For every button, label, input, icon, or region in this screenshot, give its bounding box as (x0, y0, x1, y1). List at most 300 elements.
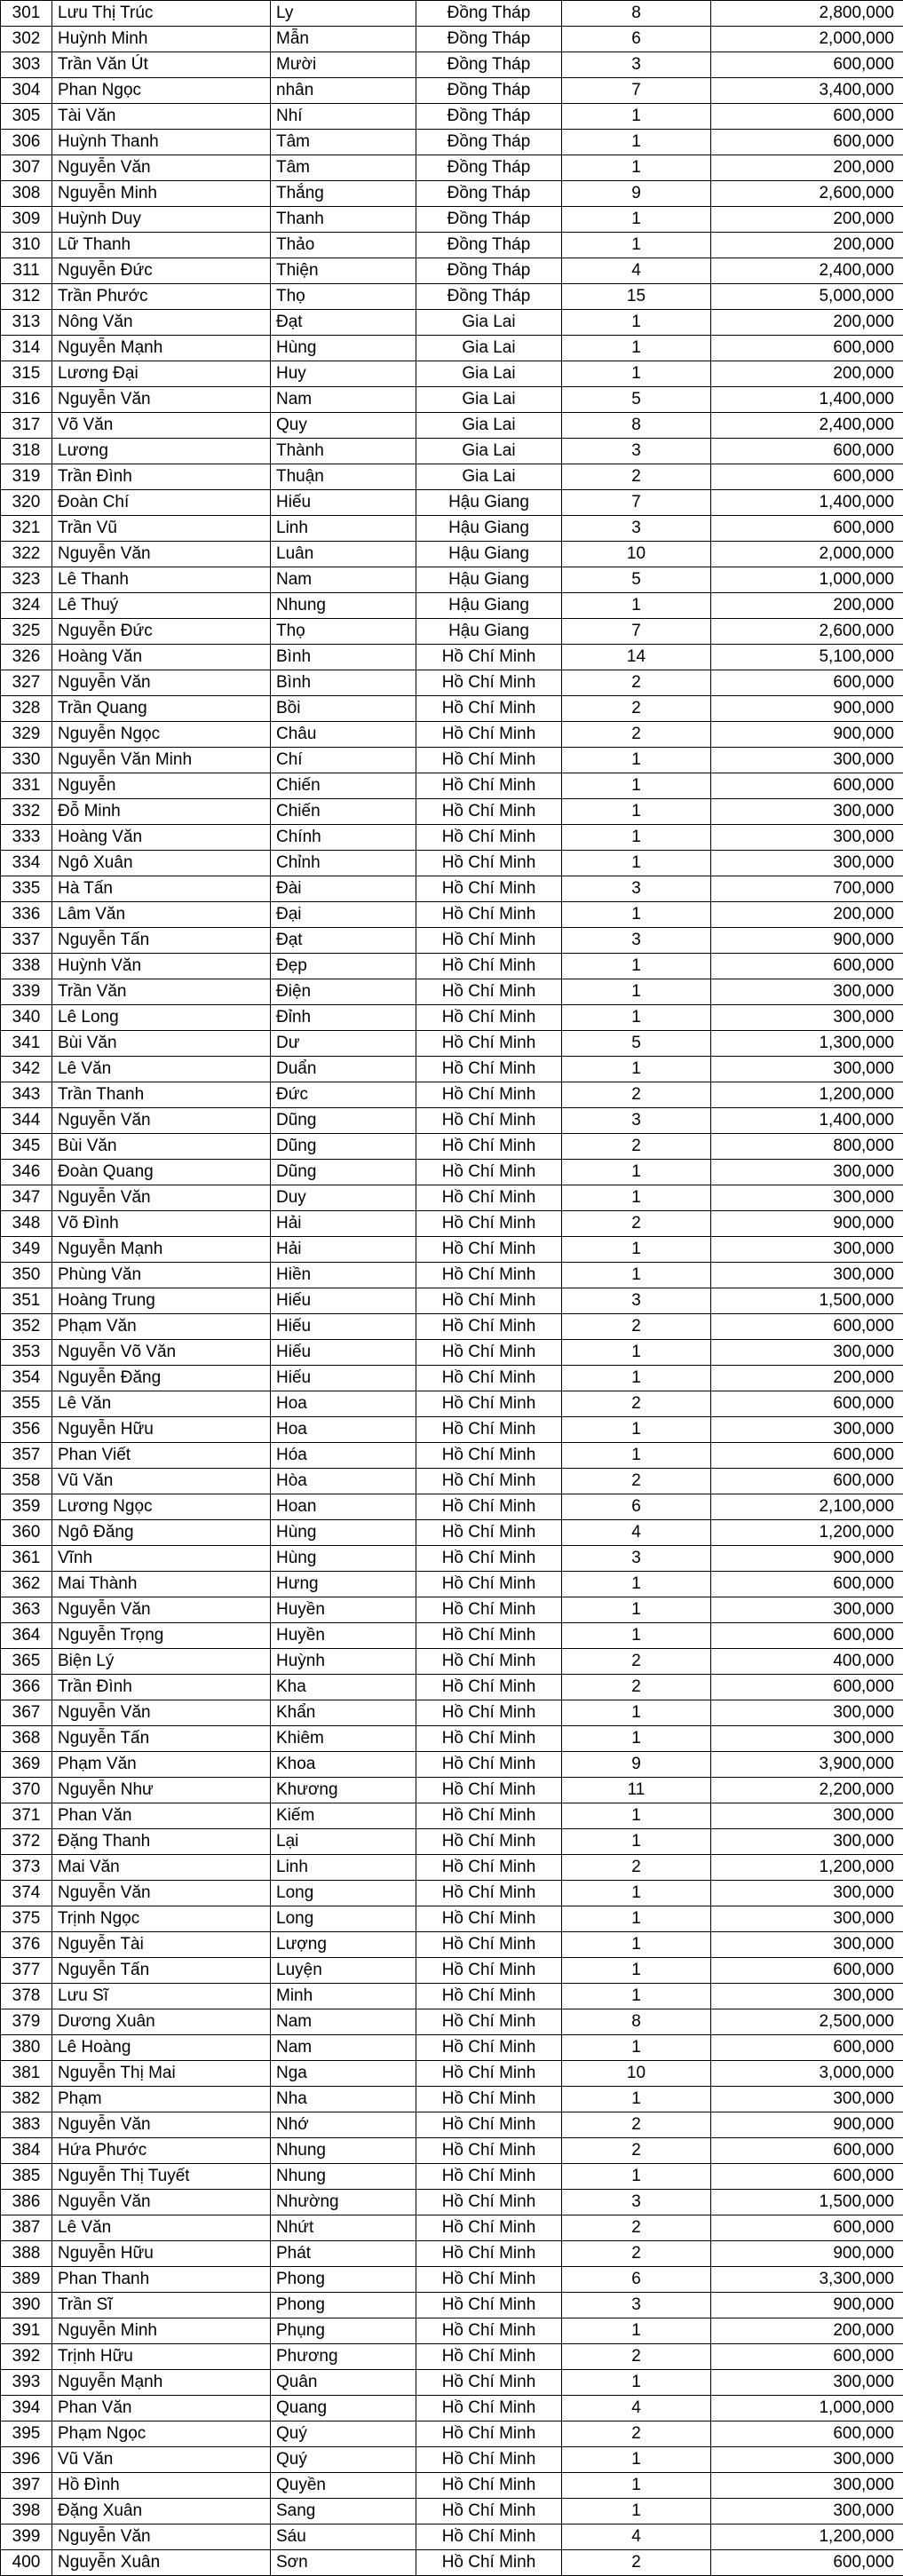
amount-cell[interactable]: 300,000 (711, 825, 903, 851)
province-cell[interactable]: Hồ Chí Minh (416, 1700, 562, 1726)
family-middle-name-cell[interactable]: Nguyễn Minh (52, 181, 271, 207)
row-number-cell[interactable]: 328 (1, 696, 52, 722)
amount-cell[interactable]: 5,000,000 (711, 284, 903, 310)
quantity-cell[interactable]: 1 (562, 2370, 711, 2396)
quantity-cell[interactable]: 10 (562, 542, 711, 567)
row-number-cell[interactable]: 341 (1, 1031, 52, 1057)
province-cell[interactable]: Hậu Giang (416, 542, 562, 567)
row-number-cell[interactable]: 316 (1, 387, 52, 413)
family-middle-name-cell[interactable]: Nguyễn Văn (52, 2524, 271, 2550)
family-middle-name-cell[interactable]: Hoàng Văn (52, 825, 271, 851)
quantity-cell[interactable]: 4 (562, 1520, 711, 1546)
province-cell[interactable]: Hồ Chí Minh (416, 954, 562, 979)
row-number-cell[interactable]: 301 (1, 1, 52, 27)
province-cell[interactable]: Đồng Tháp (416, 27, 562, 52)
amount-cell[interactable]: 300,000 (711, 979, 903, 1005)
province-cell[interactable]: Hồ Chí Minh (416, 876, 562, 902)
province-cell[interactable]: Hậu Giang (416, 516, 562, 542)
quantity-cell[interactable]: 2 (562, 1211, 711, 1237)
province-cell[interactable]: Hồ Chí Minh (416, 2009, 562, 2035)
quantity-cell[interactable]: 2 (562, 1391, 711, 1417)
given-name-cell[interactable]: Hưng (271, 1572, 416, 1597)
family-middle-name-cell[interactable]: Trần Văn Út (52, 52, 271, 78)
province-cell[interactable]: Đồng Tháp (416, 104, 562, 130)
quantity-cell[interactable]: 2 (562, 1082, 711, 1108)
given-name-cell[interactable]: Chí (271, 748, 416, 773)
given-name-cell[interactable]: Hiền (271, 1263, 416, 1288)
amount-cell[interactable]: 600,000 (711, 2215, 903, 2241)
given-name-cell[interactable]: Hiếu (271, 1288, 416, 1314)
given-name-cell[interactable]: Bồi (271, 696, 416, 722)
given-name-cell[interactable]: Nam (271, 2035, 416, 2061)
amount-cell[interactable]: 600,000 (711, 2035, 903, 2061)
given-name-cell[interactable]: Phụng (271, 2318, 416, 2344)
row-number-cell[interactable]: 372 (1, 1829, 52, 1855)
amount-cell[interactable]: 600,000 (711, 104, 903, 130)
given-name-cell[interactable]: Nam (271, 567, 416, 593)
row-number-cell[interactable]: 302 (1, 27, 52, 52)
amount-cell[interactable]: 3,000,000 (711, 2061, 903, 2087)
family-middle-name-cell[interactable]: Trần Quang (52, 696, 271, 722)
quantity-cell[interactable]: 1 (562, 2473, 711, 2499)
family-middle-name-cell[interactable]: Nguyễn Tấn (52, 1958, 271, 1984)
family-middle-name-cell[interactable]: Lương Đại (52, 361, 271, 387)
given-name-cell[interactable]: Đức (271, 1082, 416, 1108)
row-number-cell[interactable]: 385 (1, 2164, 52, 2190)
given-name-cell[interactable]: nhân (271, 78, 416, 104)
given-name-cell[interactable]: Quyền (271, 2473, 416, 2499)
province-cell[interactable]: Hồ Chí Minh (416, 1108, 562, 1134)
quantity-cell[interactable]: 1 (562, 1829, 711, 1855)
family-middle-name-cell[interactable]: Võ Văn (52, 413, 271, 439)
row-number-cell[interactable]: 390 (1, 2293, 52, 2318)
row-number-cell[interactable]: 360 (1, 1520, 52, 1546)
given-name-cell[interactable]: Mẫn (271, 27, 416, 52)
given-name-cell[interactable]: Bình (271, 670, 416, 696)
family-middle-name-cell[interactable]: Đặng Thanh (52, 1829, 271, 1855)
quantity-cell[interactable]: 2 (562, 464, 711, 490)
quantity-cell[interactable]: 2 (562, 2421, 711, 2447)
row-number-cell[interactable]: 344 (1, 1108, 52, 1134)
quantity-cell[interactable]: 1 (562, 799, 711, 825)
given-name-cell[interactable]: Tâm (271, 155, 416, 181)
row-number-cell[interactable]: 308 (1, 181, 52, 207)
row-number-cell[interactable]: 357 (1, 1443, 52, 1469)
given-name-cell[interactable]: Thành (271, 439, 416, 464)
quantity-cell[interactable]: 1 (562, 2318, 711, 2344)
given-name-cell[interactable]: Linh (271, 516, 416, 542)
row-number-cell[interactable]: 332 (1, 799, 52, 825)
given-name-cell[interactable]: Nhớ (271, 2112, 416, 2138)
province-cell[interactable]: Hồ Chí Minh (416, 1906, 562, 1932)
family-middle-name-cell[interactable]: Huỳnh Thanh (52, 130, 271, 155)
quantity-cell[interactable]: 14 (562, 645, 711, 670)
family-middle-name-cell[interactable]: Mai Thành (52, 1572, 271, 1597)
province-cell[interactable]: Hồ Chí Minh (416, 1958, 562, 1984)
row-number-cell[interactable]: 337 (1, 928, 52, 954)
amount-cell[interactable]: 200,000 (711, 2318, 903, 2344)
family-middle-name-cell[interactable]: Nguyễn Tấn (52, 928, 271, 954)
quantity-cell[interactable]: 4 (562, 2524, 711, 2550)
amount-cell[interactable]: 300,000 (711, 799, 903, 825)
family-middle-name-cell[interactable]: Trần Đình (52, 1675, 271, 1700)
quantity-cell[interactable]: 6 (562, 1494, 711, 1520)
province-cell[interactable]: Đồng Tháp (416, 1, 562, 27)
given-name-cell[interactable]: Chỉnh (271, 851, 416, 876)
province-cell[interactable]: Hồ Chí Minh (416, 1520, 562, 1546)
amount-cell[interactable]: 1,500,000 (711, 1288, 903, 1314)
row-number-cell[interactable]: 330 (1, 748, 52, 773)
given-name-cell[interactable]: Linh (271, 1855, 416, 1881)
quantity-cell[interactable]: 1 (562, 1417, 711, 1443)
province-cell[interactable]: Hồ Chí Minh (416, 851, 562, 876)
row-number-cell[interactable]: 381 (1, 2061, 52, 2087)
amount-cell[interactable]: 2,500,000 (711, 2009, 903, 2035)
amount-cell[interactable]: 200,000 (711, 593, 903, 619)
family-middle-name-cell[interactable]: Lương Ngọc (52, 1494, 271, 1520)
family-middle-name-cell[interactable]: Nguyễn Xuân (52, 2550, 271, 2576)
province-cell[interactable]: Hồ Chí Minh (416, 902, 562, 928)
quantity-cell[interactable]: 1 (562, 1803, 711, 1829)
amount-cell[interactable]: 600,000 (711, 464, 903, 490)
quantity-cell[interactable]: 1 (562, 104, 711, 130)
province-cell[interactable]: Hồ Chí Minh (416, 1803, 562, 1829)
given-name-cell[interactable]: Bình (271, 645, 416, 670)
row-number-cell[interactable]: 359 (1, 1494, 52, 1520)
amount-cell[interactable]: 300,000 (711, 851, 903, 876)
province-cell[interactable]: Hồ Chí Minh (416, 799, 562, 825)
row-number-cell[interactable]: 346 (1, 1160, 52, 1185)
row-number-cell[interactable]: 305 (1, 104, 52, 130)
province-cell[interactable]: Hồ Chí Minh (416, 2164, 562, 2190)
province-cell[interactable]: Hồ Chí Minh (416, 2035, 562, 2061)
given-name-cell[interactable]: Thuận (271, 464, 416, 490)
amount-cell[interactable]: 600,000 (711, 1572, 903, 1597)
row-number-cell[interactable]: 331 (1, 773, 52, 799)
given-name-cell[interactable]: Điện (271, 979, 416, 1005)
given-name-cell[interactable]: Hòa (271, 1469, 416, 1494)
family-middle-name-cell[interactable]: Biện Lý (52, 1649, 271, 1675)
province-cell[interactable]: Hồ Chí Minh (416, 2293, 562, 2318)
province-cell[interactable]: Hồ Chí Minh (416, 1391, 562, 1417)
given-name-cell[interactable]: Huyền (271, 1597, 416, 1623)
given-name-cell[interactable]: Quân (271, 2370, 416, 2396)
family-middle-name-cell[interactable]: Phan Viết (52, 1443, 271, 1469)
province-cell[interactable]: Hồ Chí Minh (416, 2524, 562, 2550)
amount-cell[interactable]: 600,000 (711, 516, 903, 542)
family-middle-name-cell[interactable]: Nguyễn Hữu (52, 1417, 271, 1443)
family-middle-name-cell[interactable]: Nguyễn Thị Tuyết (52, 2164, 271, 2190)
row-number-cell[interactable]: 387 (1, 2215, 52, 2241)
province-cell[interactable]: Hồ Chí Minh (416, 1572, 562, 1597)
row-number-cell[interactable]: 334 (1, 851, 52, 876)
province-cell[interactable]: Hồ Chí Minh (416, 1778, 562, 1803)
row-number-cell[interactable]: 311 (1, 258, 52, 284)
amount-cell[interactable]: 2,400,000 (711, 258, 903, 284)
row-number-cell[interactable]: 321 (1, 516, 52, 542)
quantity-cell[interactable]: 1 (562, 1237, 711, 1263)
given-name-cell[interactable]: Lại (271, 1829, 416, 1855)
given-name-cell[interactable]: Dư (271, 1031, 416, 1057)
given-name-cell[interactable]: Sơn (271, 2550, 416, 2576)
family-middle-name-cell[interactable]: Hoàng Trung (52, 1288, 271, 1314)
row-number-cell[interactable]: 371 (1, 1803, 52, 1829)
province-cell[interactable]: Hồ Chí Minh (416, 2087, 562, 2112)
amount-cell[interactable]: 900,000 (711, 1211, 903, 1237)
province-cell[interactable]: Hồ Chí Minh (416, 1649, 562, 1675)
province-cell[interactable]: Đồng Tháp (416, 130, 562, 155)
given-name-cell[interactable]: Hiếu (271, 1366, 416, 1391)
quantity-cell[interactable]: 1 (562, 1185, 711, 1211)
row-number-cell[interactable]: 354 (1, 1366, 52, 1391)
given-name-cell[interactable]: Phong (271, 2267, 416, 2293)
row-number-cell[interactable]: 319 (1, 464, 52, 490)
row-number-cell[interactable]: 313 (1, 310, 52, 336)
row-number-cell[interactable]: 323 (1, 567, 52, 593)
family-middle-name-cell[interactable]: Ngô Đăng (52, 1520, 271, 1546)
given-name-cell[interactable]: Luyện (271, 1958, 416, 1984)
quantity-cell[interactable]: 1 (562, 1958, 711, 1984)
amount-cell[interactable]: 300,000 (711, 748, 903, 773)
given-name-cell[interactable]: Khoa (271, 1752, 416, 1778)
amount-cell[interactable]: 600,000 (711, 1623, 903, 1649)
amount-cell[interactable]: 600,000 (711, 2164, 903, 2190)
given-name-cell[interactable]: Châu (271, 722, 416, 748)
amount-cell[interactable]: 200,000 (711, 310, 903, 336)
quantity-cell[interactable]: 1 (562, 1443, 711, 1469)
quantity-cell[interactable]: 1 (562, 207, 711, 233)
amount-cell[interactable]: 300,000 (711, 1700, 903, 1726)
given-name-cell[interactable]: Nha (271, 2087, 416, 2112)
quantity-cell[interactable]: 7 (562, 78, 711, 104)
family-middle-name-cell[interactable]: Nguyễn Hữu (52, 2241, 271, 2267)
province-cell[interactable]: Đồng Tháp (416, 181, 562, 207)
row-number-cell[interactable]: 338 (1, 954, 52, 979)
row-number-cell[interactable]: 329 (1, 722, 52, 748)
given-name-cell[interactable]: Kha (271, 1675, 416, 1700)
province-cell[interactable]: Gia Lai (416, 413, 562, 439)
amount-cell[interactable]: 600,000 (711, 1314, 903, 1340)
row-number-cell[interactable]: 355 (1, 1391, 52, 1417)
quantity-cell[interactable]: 1 (562, 1005, 711, 1031)
given-name-cell[interactable]: Quý (271, 2421, 416, 2447)
amount-cell[interactable]: 300,000 (711, 1340, 903, 1366)
province-cell[interactable]: Hồ Chí Minh (416, 2550, 562, 2576)
family-middle-name-cell[interactable]: Vũ Văn (52, 2447, 271, 2473)
quantity-cell[interactable]: 2 (562, 1469, 711, 1494)
amount-cell[interactable]: 200,000 (711, 155, 903, 181)
quantity-cell[interactable]: 1 (562, 310, 711, 336)
quantity-cell[interactable]: 2 (562, 2344, 711, 2370)
quantity-cell[interactable]: 3 (562, 876, 711, 902)
amount-cell[interactable]: 600,000 (711, 670, 903, 696)
quantity-cell[interactable]: 8 (562, 1, 711, 27)
province-cell[interactable]: Hồ Chí Minh (416, 2396, 562, 2421)
quantity-cell[interactable]: 2 (562, 2138, 711, 2164)
given-name-cell[interactable]: Duẩn (271, 1057, 416, 1082)
given-name-cell[interactable]: Đỉnh (271, 1005, 416, 1031)
given-name-cell[interactable]: Nhung (271, 2138, 416, 2164)
row-number-cell[interactable]: 386 (1, 2190, 52, 2215)
row-number-cell[interactable]: 383 (1, 2112, 52, 2138)
amount-cell[interactable]: 300,000 (711, 1906, 903, 1932)
given-name-cell[interactable]: Hiếu (271, 1340, 416, 1366)
quantity-cell[interactable]: 3 (562, 1288, 711, 1314)
row-number-cell[interactable]: 400 (1, 2550, 52, 2576)
province-cell[interactable]: Hồ Chí Minh (416, 2344, 562, 2370)
quantity-cell[interactable]: 3 (562, 928, 711, 954)
row-number-cell[interactable]: 352 (1, 1314, 52, 1340)
family-middle-name-cell[interactable]: Lê Hoàng (52, 2035, 271, 2061)
amount-cell[interactable]: 600,000 (711, 130, 903, 155)
amount-cell[interactable]: 900,000 (711, 928, 903, 954)
family-middle-name-cell[interactable]: Mai Văn (52, 1855, 271, 1881)
row-number-cell[interactable]: 315 (1, 361, 52, 387)
row-number-cell[interactable]: 307 (1, 155, 52, 181)
amount-cell[interactable]: 1,200,000 (711, 1520, 903, 1546)
row-number-cell[interactable]: 336 (1, 902, 52, 928)
row-number-cell[interactable]: 327 (1, 670, 52, 696)
amount-cell[interactable]: 300,000 (711, 1237, 903, 1263)
family-middle-name-cell[interactable]: Ngô Xuân (52, 851, 271, 876)
amount-cell[interactable]: 200,000 (711, 207, 903, 233)
amount-cell[interactable]: 2,200,000 (711, 1778, 903, 1803)
province-cell[interactable]: Gia Lai (416, 464, 562, 490)
given-name-cell[interactable]: Minh (271, 1984, 416, 2009)
amount-cell[interactable]: 3,400,000 (711, 78, 903, 104)
row-number-cell[interactable]: 304 (1, 78, 52, 104)
row-number-cell[interactable]: 391 (1, 2318, 52, 2344)
province-cell[interactable]: Hồ Chí Minh (416, 2138, 562, 2164)
amount-cell[interactable]: 900,000 (711, 696, 903, 722)
amount-cell[interactable]: 800,000 (711, 1134, 903, 1160)
quantity-cell[interactable]: 1 (562, 902, 711, 928)
quantity-cell[interactable]: 7 (562, 490, 711, 516)
amount-cell[interactable]: 2,100,000 (711, 1494, 903, 1520)
family-middle-name-cell[interactable]: Phạm Ngọc (52, 2421, 271, 2447)
province-cell[interactable]: Hồ Chí Minh (416, 1984, 562, 2009)
family-middle-name-cell[interactable]: Nguyễn Văn (52, 155, 271, 181)
quantity-cell[interactable]: 4 (562, 2396, 711, 2421)
family-middle-name-cell[interactable]: Nguyễn Thị Mai (52, 2061, 271, 2087)
province-cell[interactable]: Gia Lai (416, 361, 562, 387)
province-cell[interactable]: Hồ Chí Minh (416, 748, 562, 773)
province-cell[interactable]: Hồ Chí Minh (416, 1597, 562, 1623)
province-cell[interactable]: Hồ Chí Minh (416, 2473, 562, 2499)
quantity-cell[interactable]: 5 (562, 567, 711, 593)
amount-cell[interactable]: 200,000 (711, 902, 903, 928)
quantity-cell[interactable]: 1 (562, 1906, 711, 1932)
amount-cell[interactable]: 300,000 (711, 1057, 903, 1082)
amount-cell[interactable]: 1,400,000 (711, 490, 903, 516)
quantity-cell[interactable]: 2 (562, 1134, 711, 1160)
family-middle-name-cell[interactable]: Lưu Sĩ (52, 1984, 271, 2009)
quantity-cell[interactable]: 2 (562, 2112, 711, 2138)
row-number-cell[interactable]: 318 (1, 439, 52, 464)
province-cell[interactable]: Hồ Chí Minh (416, 1881, 562, 1906)
amount-cell[interactable]: 900,000 (711, 1546, 903, 1572)
quantity-cell[interactable]: 1 (562, 825, 711, 851)
given-name-cell[interactable]: Đẹp (271, 954, 416, 979)
province-cell[interactable]: Hồ Chí Minh (416, 1623, 562, 1649)
given-name-cell[interactable]: Thiện (271, 258, 416, 284)
family-middle-name-cell[interactable]: Lương (52, 439, 271, 464)
quantity-cell[interactable]: 2 (562, 670, 711, 696)
province-cell[interactable]: Hồ Chí Minh (416, 1288, 562, 1314)
row-number-cell[interactable]: 370 (1, 1778, 52, 1803)
given-name-cell[interactable]: Chiến (271, 799, 416, 825)
quantity-cell[interactable]: 2 (562, 1649, 711, 1675)
province-cell[interactable]: Hồ Chí Minh (416, 1366, 562, 1391)
row-number-cell[interactable]: 356 (1, 1417, 52, 1443)
amount-cell[interactable]: 600,000 (711, 2138, 903, 2164)
row-number-cell[interactable]: 312 (1, 284, 52, 310)
family-middle-name-cell[interactable]: Lữ Thanh (52, 233, 271, 258)
family-middle-name-cell[interactable]: Đoàn Chí (52, 490, 271, 516)
province-cell[interactable]: Hồ Chí Minh (416, 1057, 562, 1082)
province-cell[interactable]: Đồng Tháp (416, 284, 562, 310)
row-number-cell[interactable]: 364 (1, 1623, 52, 1649)
quantity-cell[interactable]: 1 (562, 361, 711, 387)
row-number-cell[interactable]: 314 (1, 336, 52, 361)
family-middle-name-cell[interactable]: Lê Văn (52, 1057, 271, 1082)
quantity-cell[interactable]: 1 (562, 1572, 711, 1597)
quantity-cell[interactable]: 1 (562, 1160, 711, 1185)
quantity-cell[interactable]: 1 (562, 1623, 711, 1649)
amount-cell[interactable]: 600,000 (711, 1675, 903, 1700)
family-middle-name-cell[interactable]: Huỳnh Văn (52, 954, 271, 979)
province-cell[interactable]: Hồ Chí Minh (416, 2499, 562, 2524)
row-number-cell[interactable]: 388 (1, 2241, 52, 2267)
family-middle-name-cell[interactable]: Nguyễn Minh (52, 2318, 271, 2344)
province-cell[interactable]: Hồ Chí Minh (416, 2215, 562, 2241)
amount-cell[interactable]: 1,400,000 (711, 387, 903, 413)
given-name-cell[interactable]: Huỳnh (271, 1649, 416, 1675)
family-middle-name-cell[interactable]: Dương Xuân (52, 2009, 271, 2035)
quantity-cell[interactable]: 7 (562, 619, 711, 645)
quantity-cell[interactable]: 4 (562, 258, 711, 284)
province-cell[interactable]: Hồ Chí Minh (416, 1494, 562, 1520)
quantity-cell[interactable]: 1 (562, 954, 711, 979)
province-cell[interactable]: Đồng Tháp (416, 78, 562, 104)
amount-cell[interactable]: 1,200,000 (711, 1082, 903, 1108)
row-number-cell[interactable]: 368 (1, 1726, 52, 1752)
province-cell[interactable]: Đồng Tháp (416, 207, 562, 233)
family-middle-name-cell[interactable]: Nguyễn Văn Minh (52, 748, 271, 773)
given-name-cell[interactable]: Khiêm (271, 1726, 416, 1752)
province-cell[interactable]: Hồ Chí Minh (416, 1855, 562, 1881)
family-middle-name-cell[interactable]: Lâm Văn (52, 902, 271, 928)
province-cell[interactable]: Hồ Chí Minh (416, 1469, 562, 1494)
amount-cell[interactable]: 300,000 (711, 1597, 903, 1623)
amount-cell[interactable]: 600,000 (711, 2344, 903, 2370)
given-name-cell[interactable]: Chiến (271, 773, 416, 799)
province-cell[interactable]: Hồ Chí Minh (416, 928, 562, 954)
row-number-cell[interactable]: 374 (1, 1881, 52, 1906)
amount-cell[interactable]: 2,400,000 (711, 413, 903, 439)
province-cell[interactable]: Hồ Chí Minh (416, 1211, 562, 1237)
amount-cell[interactable]: 600,000 (711, 336, 903, 361)
province-cell[interactable]: Hồ Chí Minh (416, 1314, 562, 1340)
given-name-cell[interactable]: Hoa (271, 1417, 416, 1443)
province-cell[interactable]: Hồ Chí Minh (416, 773, 562, 799)
province-cell[interactable]: Hồ Chí Minh (416, 2318, 562, 2344)
given-name-cell[interactable]: Thanh (271, 207, 416, 233)
family-middle-name-cell[interactable]: Nguyễn Mạnh (52, 336, 271, 361)
amount-cell[interactable]: 2,000,000 (711, 27, 903, 52)
province-cell[interactable]: Hồ Chí Minh (416, 2370, 562, 2396)
row-number-cell[interactable]: 394 (1, 2396, 52, 2421)
